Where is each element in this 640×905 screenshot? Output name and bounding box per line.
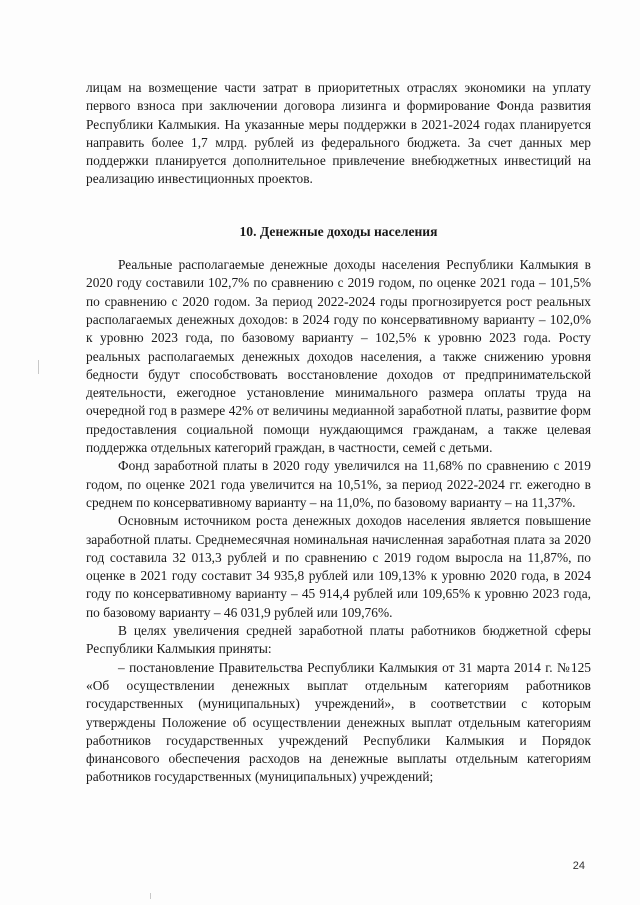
paragraph-budget-sector-intro: В целях увеличения средней заработной платы работников бюджетной сферы Республики Калмыкия приняты: [86, 623, 591, 657]
paragraph-wage-fund: Фонд заработной платы в 2020 году увеличился на 11,68% по сравнению с 2019 годом, по оценке 2021 года увеличится на 10,51%, за период 2022-2024 гг. ежегодно в среднем по консервативному варианту – на 11,0%, по базовому варианту – на 11,37%. [86, 458, 591, 510]
paragraph-average-wage: Основным источником роста денежных доходов населения является повышение заработной платы. Среднемесячная номинальная начисленная заработная плата за 2020 год составила 32 013,3 рублей и по сравнению с 2019 годом выросла на 11,87%, по оценке в 2021 году составит 34 935,8 рублей или 109,13% к уровню 2020 года, в 2024 году по консервативному варианту – 45 914,4 рублей или 109,65% к уровню 2023 года, по базовому варианту – 46 031,9 рублей или 109,76%. [86, 513, 591, 620]
document-body [86, 79, 591, 787]
page-number: 24 [572, 860, 585, 872]
opening-paragraph: лицам на возмещение части затрат в приоритетных отраслях экономики на уплату первого взноса при заключении договора лизинга и формирование Фонда развития Республики Калмыкия. На указанные меры поддержки в 2021-2024 годах планируется направить более 1,7 млрд. рублей из федерального бюджета. За счет данных мер поддержки планируется дополнительное привлечение внебюджетных инвестиций на реализацию инвестиционных проектов. [86, 80, 591, 187]
section-heading: 10. Денежные доходы населения [239, 223, 438, 239]
paragraph-resolution-item: – постановление Правительства Республики Калмыкия от 31 марта 2014 г. №125 «Об осуществлении денежных выплат отдельным категориям работников государственных (муниципальных) учреждений», в соответствии с которым утверждены Положение об осуществлении денежных выплат отдельным категориям работников государственных учреждений Республики Калмыкия и Порядок финансового обеспечения расходов на денежные выплаты отдельным категориям работников государственных (муниципальных) учреждений; [86, 659, 591, 785]
paragraph-real-income: Реальные располагаемые денежные доходы населения Республики Калмыкия в 2020 году составили 102,7% по сравнению с 2019 годом, по оценке 2021 года – 101,5% по сравнению с 2020 годом. За период 2022-2024 годы прогнозируется рост реальных располагаемых денежных доходов: в 2024 году по консервативному варианту – 102,0% к уровню 2023 года, по базовому варианту – 102,5% к уровню 2023 года. Росту реальных располагаемых денежных доходов населения, а также снижению уровня бедности будут способствовать восстановление доходов от предпринимательской деятельности, ежегодное установление минимального размера оплаты труда на очередной год в размере 42% от величины медианной заработной платы, развитие форм предоставления социальной помощи нуждающимся гражданам, а также целевая поддержка отдельных категорий граждан, в частности, семей с детьми. [86, 257, 591, 456]
scan-artifact-left [38, 360, 39, 374]
scan-artifact-bottom [150, 893, 151, 899]
